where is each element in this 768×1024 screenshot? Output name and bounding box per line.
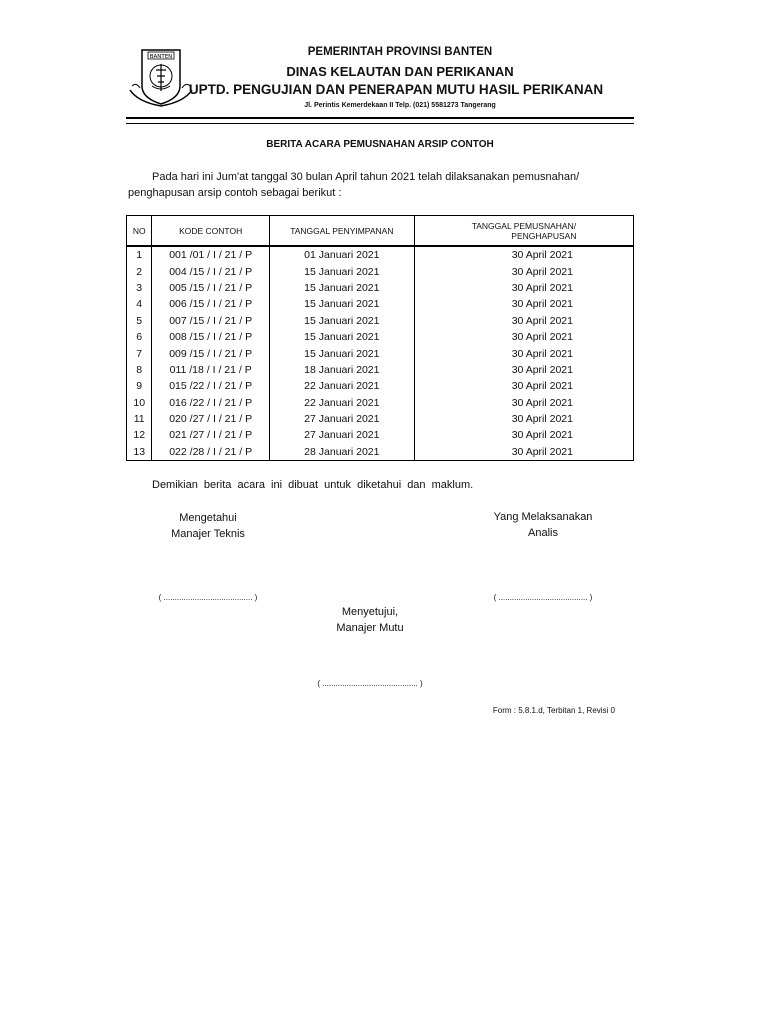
table-row [127, 444, 634, 461]
signature-block-technical-manager [150, 510, 266, 542]
cell-pemusnahan: 30 April 2021 [414, 395, 633, 411]
cell-no: 5 [127, 313, 152, 329]
cell-kode: 009 /15 / I / 21 / P [152, 345, 269, 361]
cell-no: 4 [127, 296, 152, 312]
closing-statement: Demikian berita acara ini dibuat untuk diketahui dan maklum. [152, 479, 474, 491]
table-header-row [127, 216, 634, 247]
form-reference: Form : 5.8.1.d, Terbitan 1, Revisi 0 [492, 706, 615, 715]
table-row [127, 313, 634, 329]
cell-penyimpanan: 15 Januari 2021 [269, 296, 414, 312]
cell-kode: 007 /15 / I / 21 / P [152, 313, 269, 329]
cell-kode: 016 /22 / I / 21 / P [152, 395, 269, 411]
cell-kode: 006 /15 / I / 21 / P [152, 296, 269, 312]
cell-pemusnahan: 30 April 2021 [414, 329, 633, 345]
cell-pemusnahan: 30 April 2021 [414, 345, 633, 361]
column-header-kode: KODE CONTOH [152, 216, 269, 247]
intro-paragraph-line1: Pada hari ini Jum'at tanggal 30 bulan April tahun 2021 telah dilaksanakan pemusnahan/ [152, 171, 580, 183]
cell-penyimpanan: 15 Januari 2021 [269, 280, 414, 296]
column-header-penyimpanan: TANGGAL PENYIMPANAN [269, 216, 414, 247]
table-row [127, 362, 634, 378]
cell-kode: 008 /15 / I / 21 / P [152, 329, 269, 345]
cell-no: 8 [127, 362, 152, 378]
cell-kode: 021 /27 / I / 21 / P [152, 427, 269, 443]
signature-right-role: Yang Melaksanakan [493, 511, 593, 523]
signature-line-left: ( ........................................ ) [158, 593, 258, 602]
cell-pemusnahan: 30 April 2021 [414, 427, 633, 443]
table-row [127, 296, 634, 312]
cell-penyimpanan: 28 Januari 2021 [269, 444, 414, 461]
table-body [127, 246, 634, 461]
cell-no: 1 [127, 246, 152, 263]
cell-penyimpanan: 15 Januari 2021 [269, 345, 414, 361]
cell-no: 2 [127, 263, 152, 279]
cell-kode: 011 /18 / I / 21 / P [152, 362, 269, 378]
cell-penyimpanan: 15 Januari 2021 [269, 313, 414, 329]
header-unit: UPTD. PENGUJIAN DAN PENERAPAN MUTU HASIL PERIKANAN [188, 82, 604, 97]
cell-penyimpanan: 22 Januari 2021 [269, 395, 414, 411]
table-row [127, 280, 634, 296]
signature-line-right: ( ........................................ ) [493, 593, 593, 602]
signature-mid-role: Menyetujui, [341, 606, 399, 618]
table-row [127, 246, 634, 263]
cell-penyimpanan: 15 Januari 2021 [269, 263, 414, 279]
column-header-pemusnahan-line1: TANGGAL PEMUSNAHAN/ [471, 220, 577, 231]
cell-pemusnahan: 30 April 2021 [414, 296, 633, 312]
header-province: PEMERINTAH PROVINSI BANTEN [307, 46, 493, 58]
table-row [127, 411, 634, 427]
table-row [127, 395, 634, 411]
signature-left-role: Mengetahui [179, 512, 237, 524]
table-row [127, 345, 634, 361]
document-title: BERITA ACARA PEMUSNAHAN ARSIP CONTOH [266, 139, 494, 150]
archive-table [126, 215, 634, 461]
cell-no: 13 [127, 444, 152, 461]
cell-pemusnahan: 30 April 2021 [414, 280, 633, 296]
cell-pemusnahan: 30 April 2021 [414, 313, 633, 329]
signature-line-mid: ( ........................................... ) [317, 679, 423, 688]
header-agency: DINAS KELAUTAN DAN PERIKANAN [286, 64, 514, 79]
cell-no: 3 [127, 280, 152, 296]
cell-no: 7 [127, 345, 152, 361]
table-row [127, 263, 634, 279]
intro-paragraph-line2: penghapusan arsip contoh sebagai berikut : [128, 187, 342, 199]
signature-block-analyst [478, 509, 608, 541]
column-header-pemusnahan [414, 216, 633, 247]
cell-pemusnahan: 30 April 2021 [414, 444, 633, 461]
cell-kode: 022 /28 / I / 21 / P [152, 444, 269, 461]
cell-penyimpanan: 18 Januari 2021 [269, 362, 414, 378]
cell-pemusnahan: 30 April 2021 [414, 411, 633, 427]
header-divider-thick [126, 117, 634, 119]
signature-right-title: Analis [528, 527, 558, 539]
signature-left-title: Manajer Teknis [171, 528, 245, 540]
signature-block-quality-manager [312, 604, 428, 636]
cell-no: 6 [127, 329, 152, 345]
cell-kode: 005 /15 / I / 21 / P [152, 280, 269, 296]
cell-pemusnahan: 30 April 2021 [414, 263, 633, 279]
header-address: Jl. Perintis Kemerdekaan II Telp. (021) 5581273 Tangerang [304, 102, 496, 109]
cell-no: 9 [127, 378, 152, 394]
cell-kode: 015 /22 / I / 21 / P [152, 378, 269, 394]
table-row [127, 378, 634, 394]
cell-kode: 001 /01 / I / 21 / P [152, 246, 269, 263]
svg-text:BANTEN: BANTEN [149, 54, 173, 60]
cell-pemusnahan: 30 April 2021 [414, 378, 633, 394]
column-header-no: NO [127, 216, 152, 247]
column-header-pemusnahan-line2: PENGHAPUSAN [511, 230, 577, 241]
cell-kode: 020 /27 / I / 21 / P [152, 411, 269, 427]
cell-kode: 004 /15 / I / 21 / P [152, 263, 269, 279]
cell-no: 11 [127, 411, 152, 427]
cell-penyimpanan: 15 Januari 2021 [269, 329, 414, 345]
cell-pemusnahan: 30 April 2021 [414, 246, 633, 263]
cell-penyimpanan: 27 Januari 2021 [269, 427, 414, 443]
cell-no: 10 [127, 395, 152, 411]
header-divider-thin [126, 123, 634, 124]
table-row [127, 329, 634, 345]
cell-penyimpanan: 22 Januari 2021 [269, 378, 414, 394]
banten-seal-logo [128, 46, 194, 108]
signature-mid-title: Manajer Mutu [336, 622, 404, 634]
cell-no: 12 [127, 427, 152, 443]
cell-pemusnahan: 30 April 2021 [414, 362, 633, 378]
table-row [127, 427, 634, 443]
cell-penyimpanan: 27 Januari 2021 [269, 411, 414, 427]
cell-penyimpanan: 01 Januari 2021 [269, 246, 414, 263]
